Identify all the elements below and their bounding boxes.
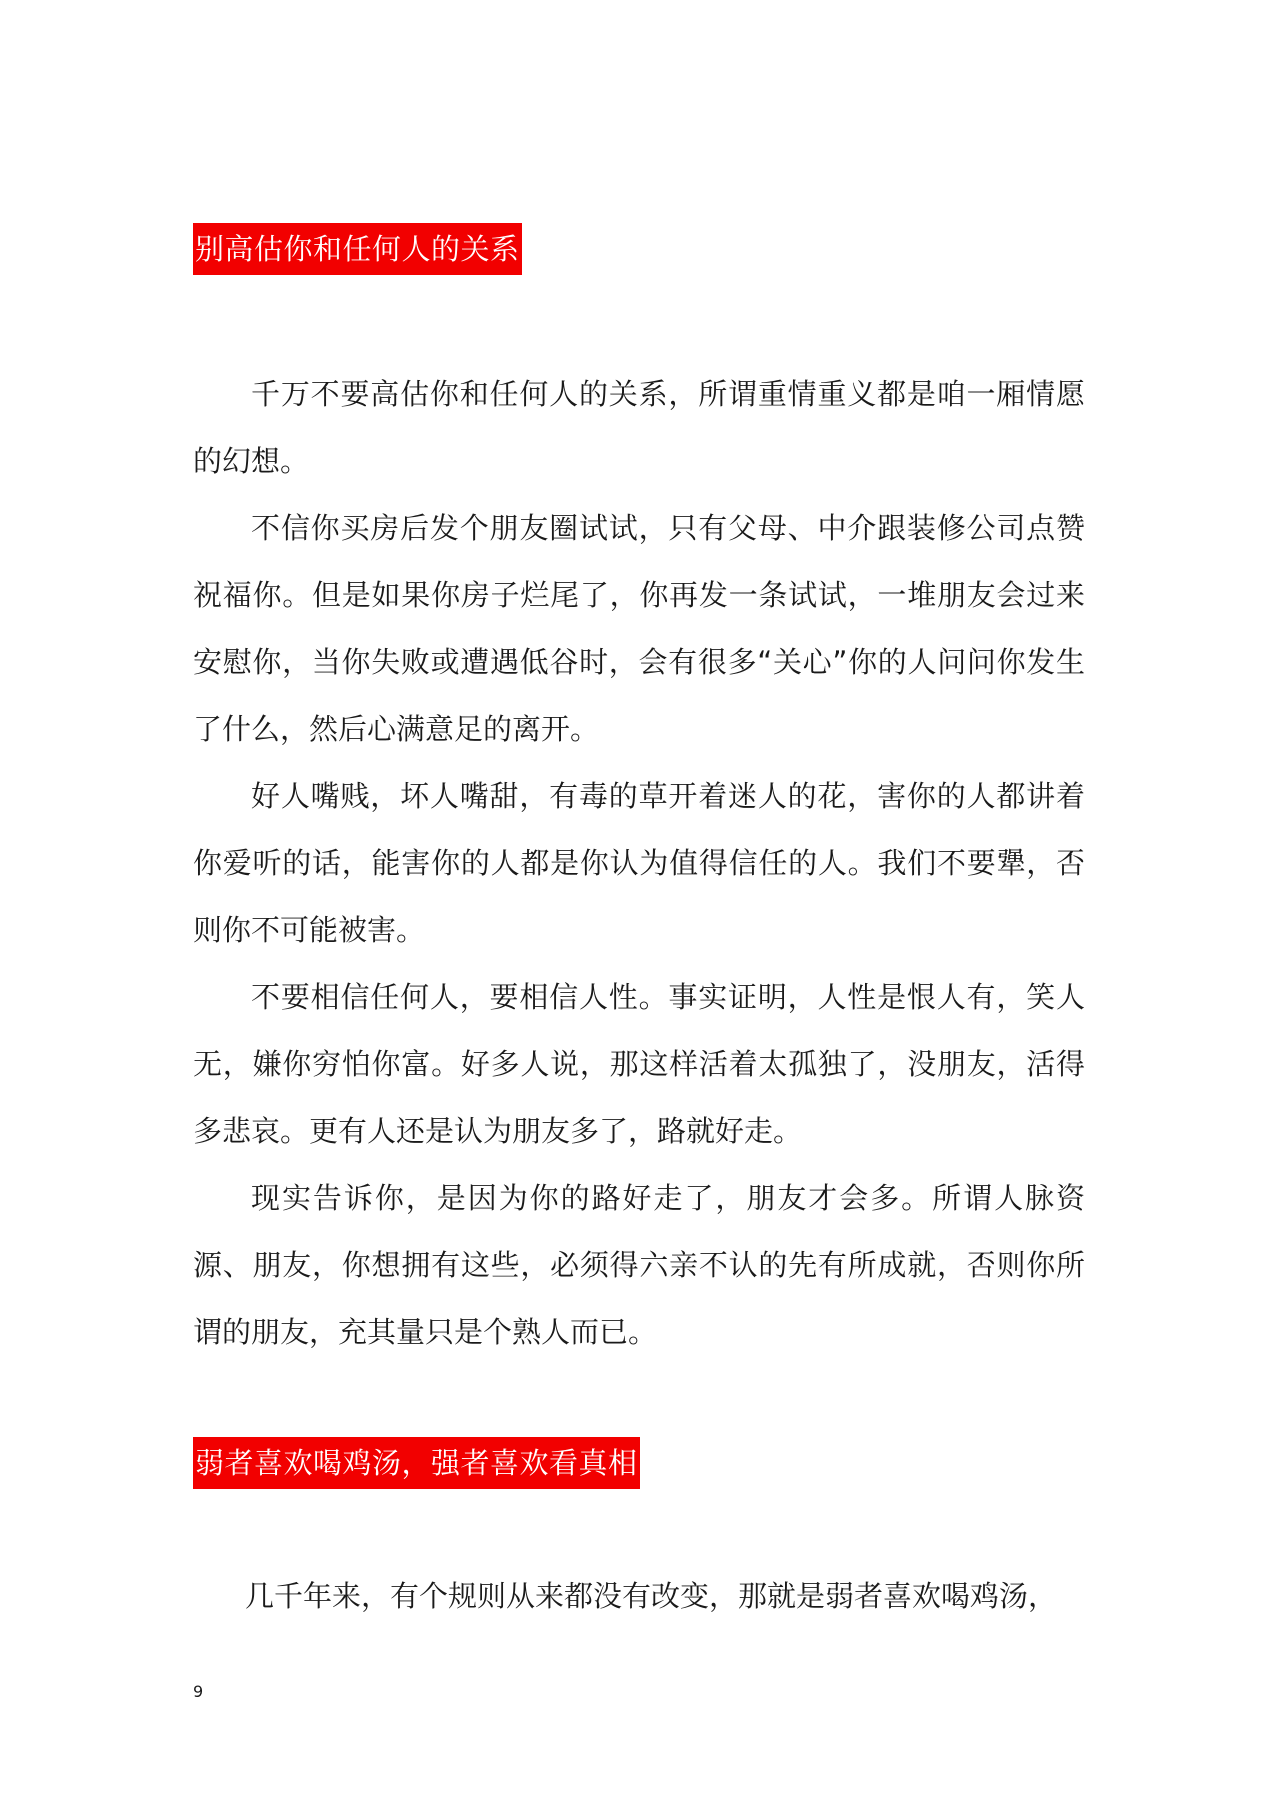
section-body	[193, 361, 1085, 1366]
section-heading: 弱者喜欢喝鸡汤，强者喜欢看真相	[193, 1437, 640, 1489]
section-body	[193, 1563, 1085, 1630]
section-heading: 别高估你和任何人的关系	[193, 223, 522, 275]
paragraph: 几千年来，有个规则从来都没有改变，那就是弱者喜欢喝鸡汤，	[245, 1579, 1058, 1613]
paragraph: 不信你买房后发个朋友圈试试，只有父母、中介跟装修公司点赞祝福你。但是如果你房子烂尾了，你再发一条试试，一堆朋友会过来安慰你，当你失败或遭遇低谷时，会有很多“关心”你的人问问你发生了什么，然后心满意足的离开。	[193, 511, 1085, 746]
paragraph: 现实告诉你，是因为你的路好走了，朋友才会多。所谓人脉资源、朋友，你想拥有这些，必须得六亲不认的先有所成就，否则你所谓的朋友，充其量只是个熟人而已。	[193, 1181, 1085, 1349]
page-number: 9	[193, 1682, 204, 1701]
paragraph: 不要相信任何人，要相信人性。事实证明，人性是恨人有，笑人无，嫌你穷怕你富。好多人说，那这样活着太孤独了，没朋友，活得多悲哀。更有人还是认为朋友多了，路就好走。	[193, 980, 1085, 1148]
paragraph: 好人嘴贱，坏人嘴甜，有毒的草开着迷人的花，害你的人都讲着你爱听的话，能害你的人都是你认为值得信任的人。我们不要犟，否则你不可能被害。	[193, 779, 1085, 947]
paragraph: 千万不要高估你和任何人的关系，所谓重情重义都是咱一厢情愿的幻想。	[193, 377, 1085, 478]
